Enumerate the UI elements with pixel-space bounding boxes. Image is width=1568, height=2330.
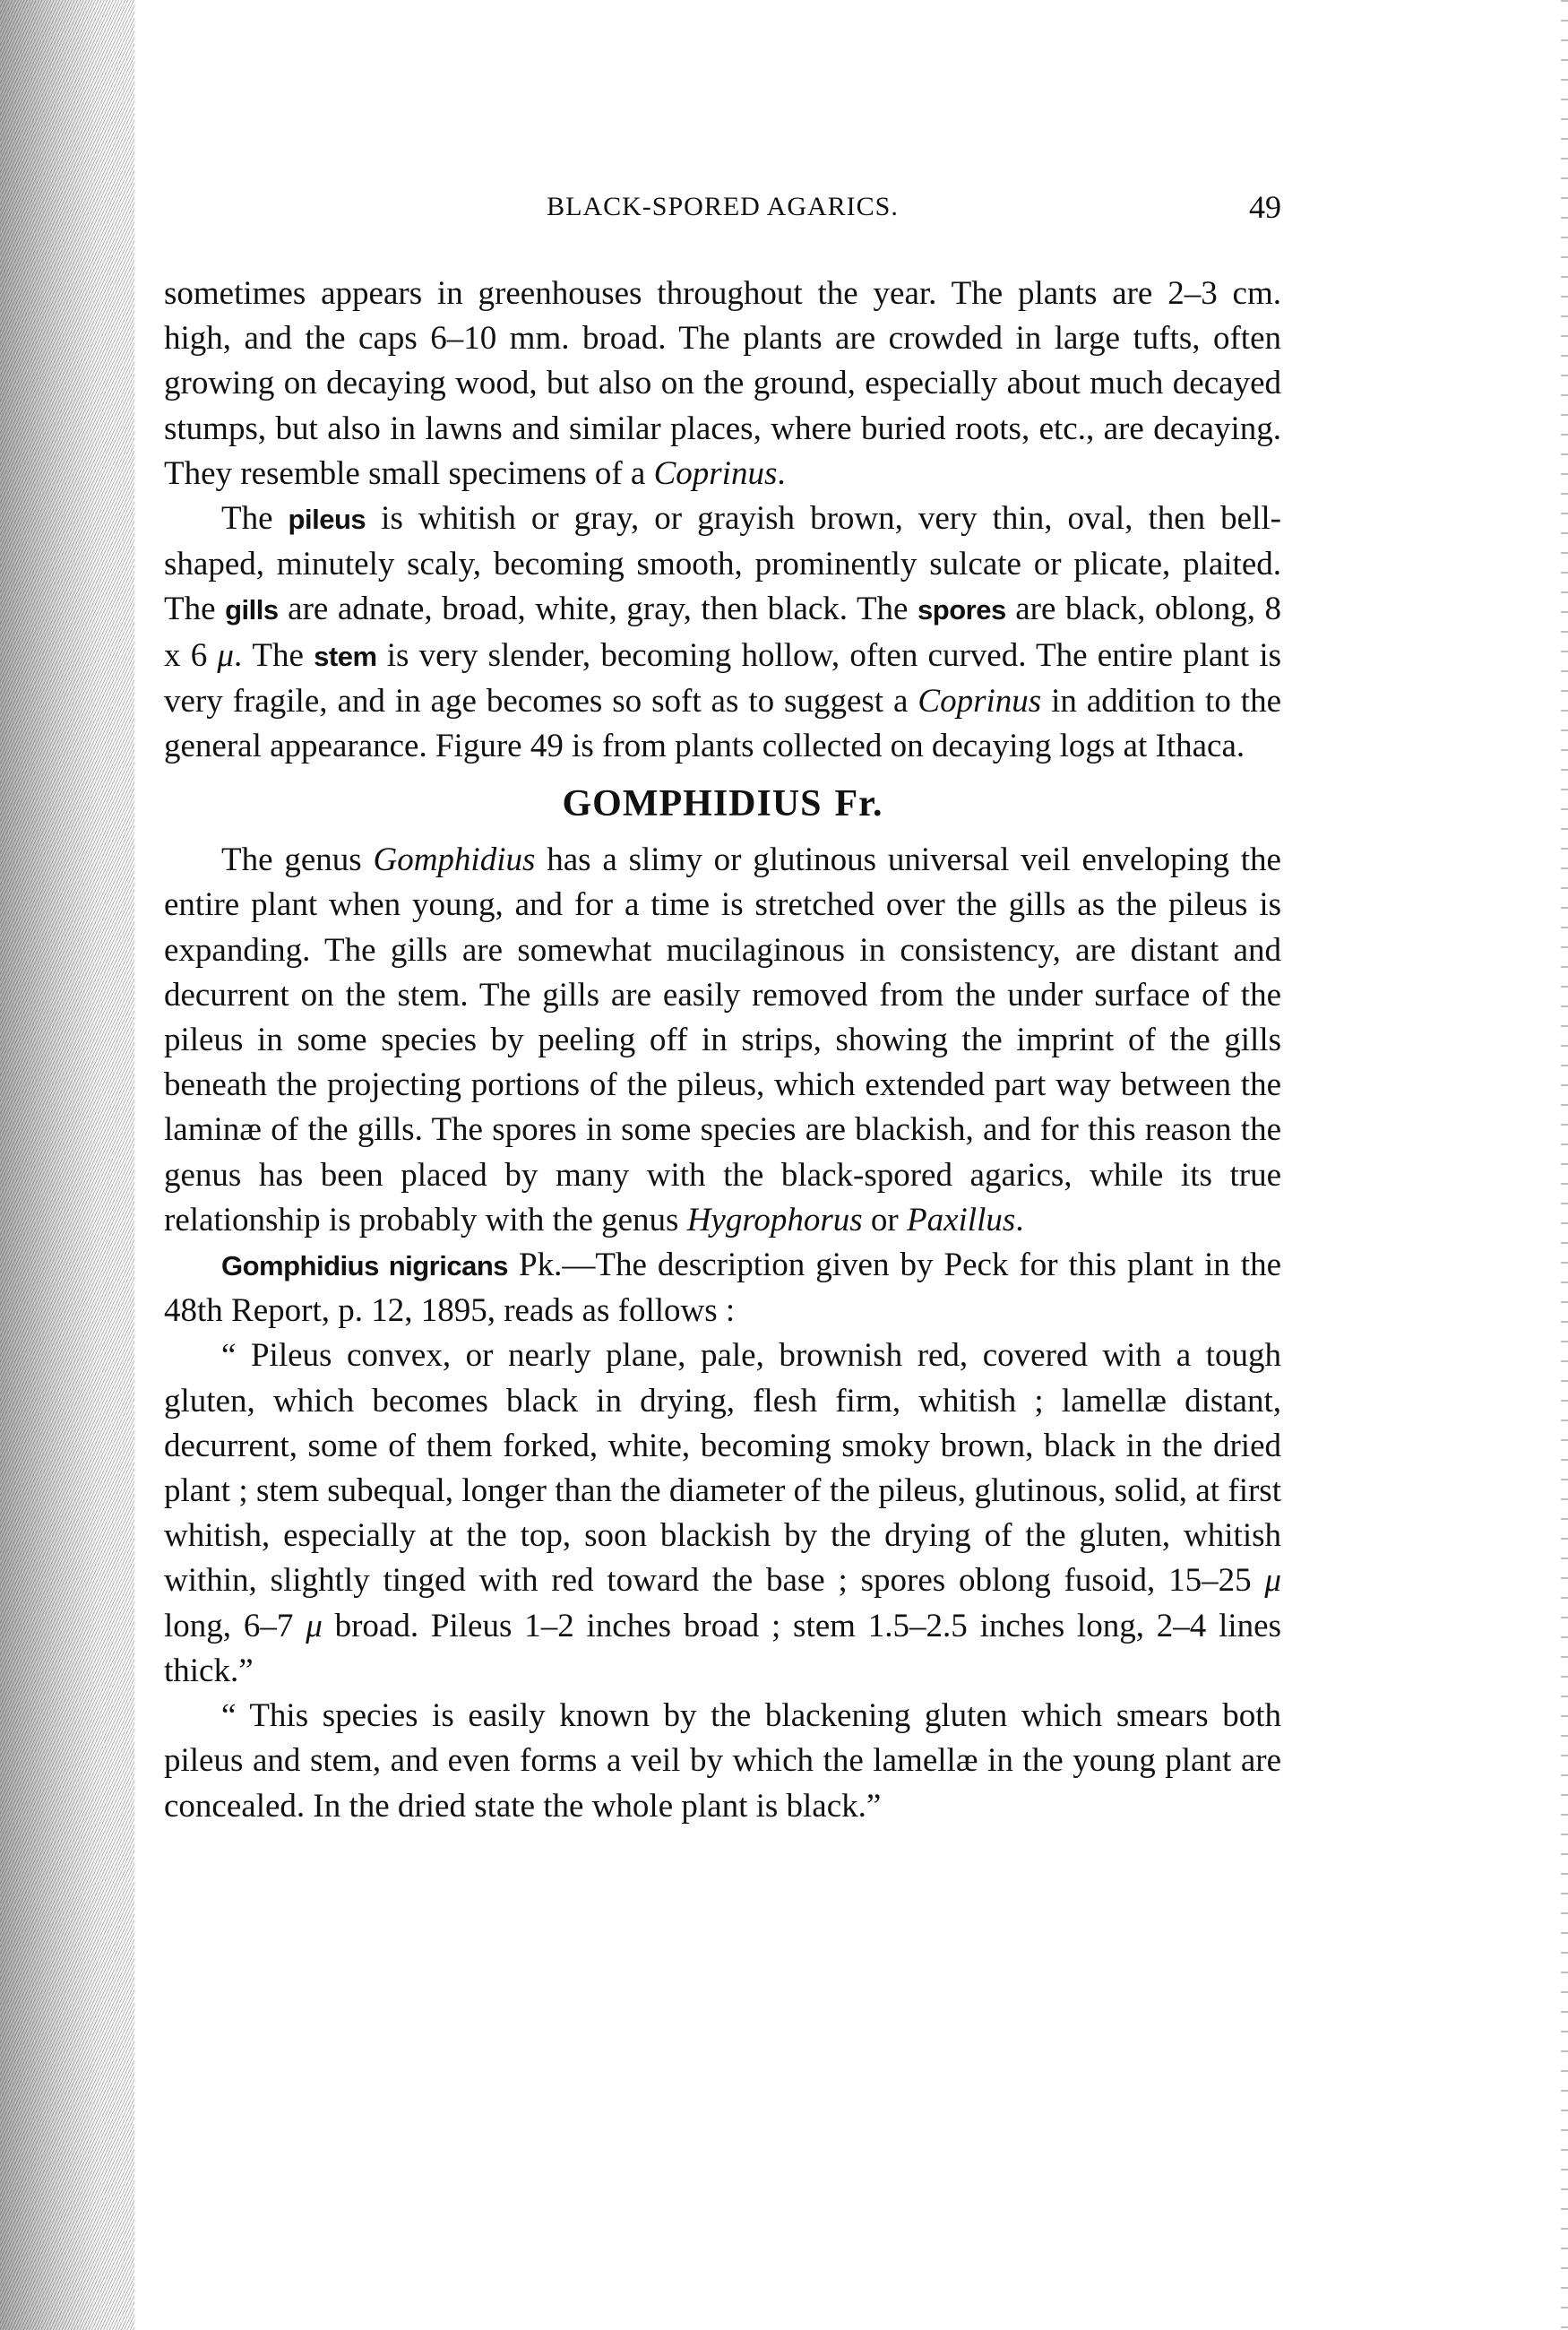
italic-term: Coprinus [918, 682, 1042, 720]
text-run: or [862, 1201, 907, 1238]
genus-author: Fr. [834, 783, 883, 825]
text-run: . [777, 454, 786, 492]
paragraphs-before-heading [164, 272, 1281, 769]
section-heading [164, 777, 1281, 831]
bold-term: pileus [288, 504, 366, 536]
text-run: long, 6–7 [164, 1607, 306, 1644]
running-title: BLACK-SPORED AGARICS. [547, 192, 899, 221]
text-run: “ This species is easily known by the blackening gluten which smears both pileus and stem, and even forms a veil by which the lamellæ in the young plant are concealed. In the dried state the whole plant is black.” [164, 1697, 1281, 1825]
text-run: in addition to the general appearance. Figure 49 is from plants collected on decaying logs at Ithaca. [164, 682, 1281, 765]
paragraph [164, 1694, 1281, 1829]
paragraph [164, 272, 1281, 496]
paragraph [164, 496, 1281, 769]
text-run: are black, oblong, 8 x 6 [164, 591, 1281, 674]
bold-term: stem [314, 640, 377, 672]
paragraph [164, 838, 1281, 1243]
text-run: . [1015, 1201, 1024, 1238]
genus-name: GOMPHIDIUS [562, 783, 823, 825]
text-run: Pk.—The description given by Peck for this plant in the 48th Report, p. 12, 1895, reads as follows : [164, 1247, 1281, 1330]
italic-term: μ [1264, 1562, 1281, 1600]
italic-term: Paxillus [907, 1201, 1016, 1238]
running-header [164, 188, 1281, 228]
bold-term: spores [918, 594, 1006, 626]
paragraph [164, 1333, 1281, 1694]
italic-term: Hygrophorus [686, 1201, 863, 1238]
text-run: sometimes appears in greenhouses throughout the year. The plants are 2–3 cm. high, and the caps 6–10 mm. broad. The plants are crowded in large tufts, often growing on decaying wood, but also on the ground, especially about much decayed stumps, but also in lawns and similar places, where buried roots, etc., are decaying. They resemble small specimens of a [164, 275, 1281, 492]
text-run: The genus [221, 841, 374, 879]
text-run: broad. Pileus 1–2 inches broad ; stem 1.5–2.5 inches long, 2–4 lines thick.” [164, 1607, 1281, 1689]
text-run: The [221, 500, 289, 538]
text-run: are adnate, broad, white, gray, then black. The [278, 591, 918, 628]
binding-shadow [0, 0, 134, 2330]
paragraph [164, 1243, 1281, 1333]
page-edge [1561, 0, 1568, 2330]
paragraphs-after-heading [164, 838, 1281, 1828]
italic-term: μ [217, 636, 234, 674]
body-text [164, 272, 1281, 1829]
text-run: is very slender, becoming hollow, often curved. The entire plant is very fragile, and in age becomes so soft as to suggest a [164, 636, 1282, 720]
italic-term: Coprinus [653, 454, 778, 492]
text-run: “ Pileus convex, or nearly plane, pale, brownish red, covered with a tough gluten, which becomes black in drying, flesh firm, whitish ; lamellæ distant, decurrent, some of them forked, white, becoming smoky brown, black in the dried plant ; stem subequal, longer than the diameter of the pileus, glutinous, solid, at first whitish, especially at the top, soon blackish by the drying of the gluten, whitish within, slightly tinged with red toward the base ; spores oblong fusoid, 15–25 [164, 1337, 1281, 1600]
text-run: has a slimy or glutinous universal veil enveloping the entire plant when young, and for a time is stretched over the gills as the pileus is expanding. The gills are somewhat mucilaginous in consistency, are distant and decurrent on the stem. The gills are easily removed from the under surface of the pileus in some species by peeling off in strips, showing the imprint of the gills beneath the projecting portions of the pileus, which extended part way between the laminæ of the gills. The spores in some species are blackish, and for this reason the genus has been placed by many with the black-spored agarics, while its true relationship is probably with the genus [164, 841, 1281, 1238]
bold-term: Gomphidius nigricans [221, 1250, 509, 1282]
page-number: 49 [1249, 189, 1281, 225]
text-run: is whitish or gray, or grayish brown, very thin, oval, then bell-shaped, minutely scaly, becoming smooth, prominently sulcate or plicate, plaited. The [164, 500, 1281, 628]
italic-term: μ [306, 1607, 323, 1644]
bold-term: gills [225, 594, 279, 626]
text-run: . The [233, 636, 314, 674]
italic-term: Gomphidius [373, 841, 536, 879]
